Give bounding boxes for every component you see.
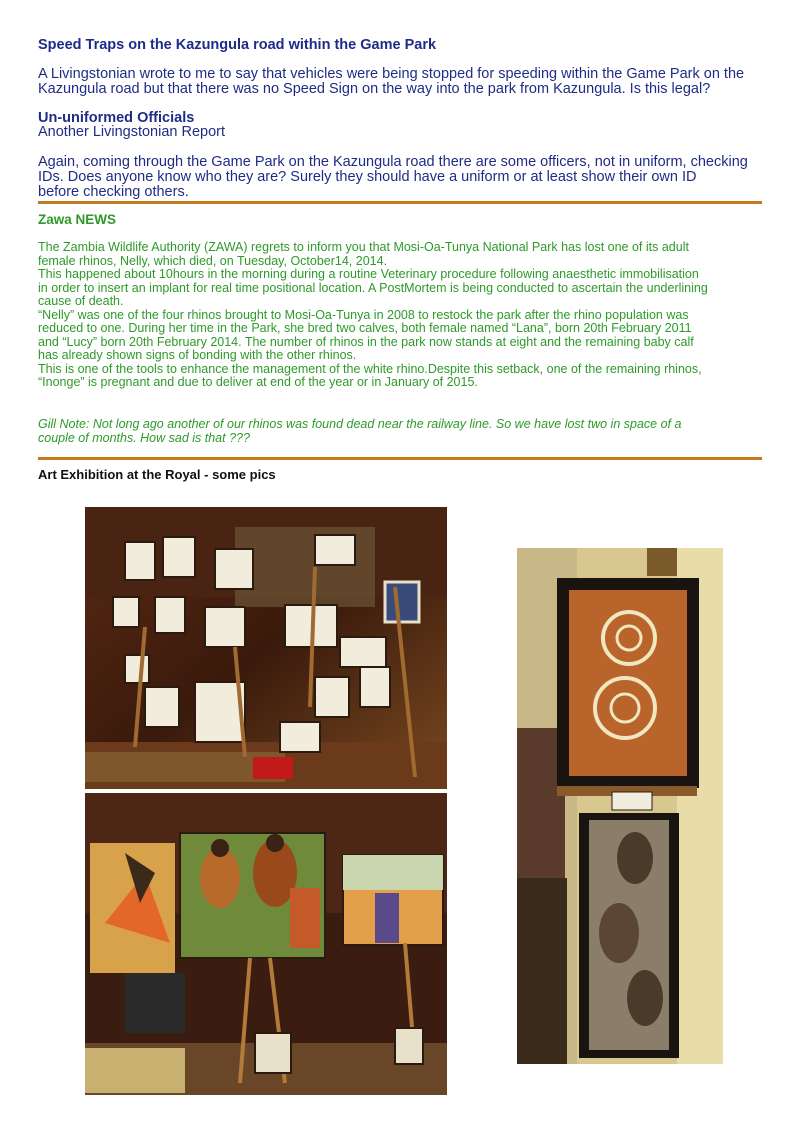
- text-line: reduced to one. During her time in the Park, she bred two calves, both female named “Lana”, born 20th February 2011: [38, 321, 692, 335]
- text-line: cause of death.: [38, 294, 124, 308]
- text-line: A Livingstonian wrote to me to say that vehicles were being stopped for speeding within the Game Park on the: [38, 66, 745, 82]
- text-line: and “Lucy” born 20th February 2014. The number of rhinos in the park now stands at eight and the remaining baby calf: [38, 334, 694, 349]
- text-line: This happened about 10hours in the morning during a routine Veterinary procedure following anaesthetic immobilisation: [38, 267, 699, 281]
- speed-traps-body: [38, 67, 744, 97]
- text-line: IDs. Does anyone know who they are? Surely they should have a uniform or at least show their own ID: [38, 169, 697, 185]
- zawa-news-body: [38, 241, 708, 390]
- text-line: “Nelly” was one of the four rhinos brought to Mosi-Oa-Tunya in 2008 to restock the park after the rhino population was: [38, 307, 689, 322]
- art-exhibition-heading: Art Exhibition at the Royal - some pics: [38, 467, 276, 482]
- officials-body: [38, 155, 748, 200]
- text-line: in order to insert an implant for real time positional location. A PostMortem is being conducted to ascertain the underlining: [38, 280, 708, 295]
- zawa-news-heading: Zawa NEWS: [38, 212, 117, 227]
- exhibition-photo-paintings: [85, 793, 447, 1095]
- text-line: has already shown signs of bonding with the other rhinos.: [38, 348, 357, 362]
- text-line: couple of months. How sad is that ???: [38, 430, 250, 445]
- text-line: Again, coming through the Game Park on the Kazungula road there are some officers, not in uniform, checking: [38, 154, 748, 170]
- text-line: before checking others.: [38, 184, 189, 200]
- text-line: Gill Note: Not long ago another of our rhinos was found dead near the railway line. So we have lost two in space of a: [38, 417, 682, 431]
- gill-note: [38, 418, 681, 445]
- exhibition-photo-easels: [85, 507, 447, 789]
- text-line: The Zambia Wildlife Authority (ZAWA) regrets to inform you that Mosi-Oa-Tunya National Park has lost one of its adult: [38, 240, 689, 254]
- speed-traps-heading: Speed Traps on the Kazungula road within the Game Park: [38, 37, 437, 53]
- text-line: This is one of the tools to enhance the management of the white rhino.Despite this setback, one of the remaining rhinos,: [38, 361, 702, 376]
- exhibition-photo-mosaic: [517, 548, 723, 1064]
- section-divider: [38, 457, 762, 460]
- officials-subtitle: Another Livingstonian Report: [38, 124, 226, 140]
- officials-heading: Un-uniformed Officials: [38, 110, 195, 126]
- text-line: female rhinos, Nelly, which died, on Tuesday, October14, 2014.: [38, 253, 388, 268]
- section-divider: [38, 201, 762, 204]
- text-line: “Inonge” is pregnant and due to deliver at end of the year or in January of 2015.: [38, 375, 478, 389]
- text-line: Kazungula road but that there was no Speed Sign on the way into the park from Kazungula. Is this legal?: [38, 81, 711, 97]
